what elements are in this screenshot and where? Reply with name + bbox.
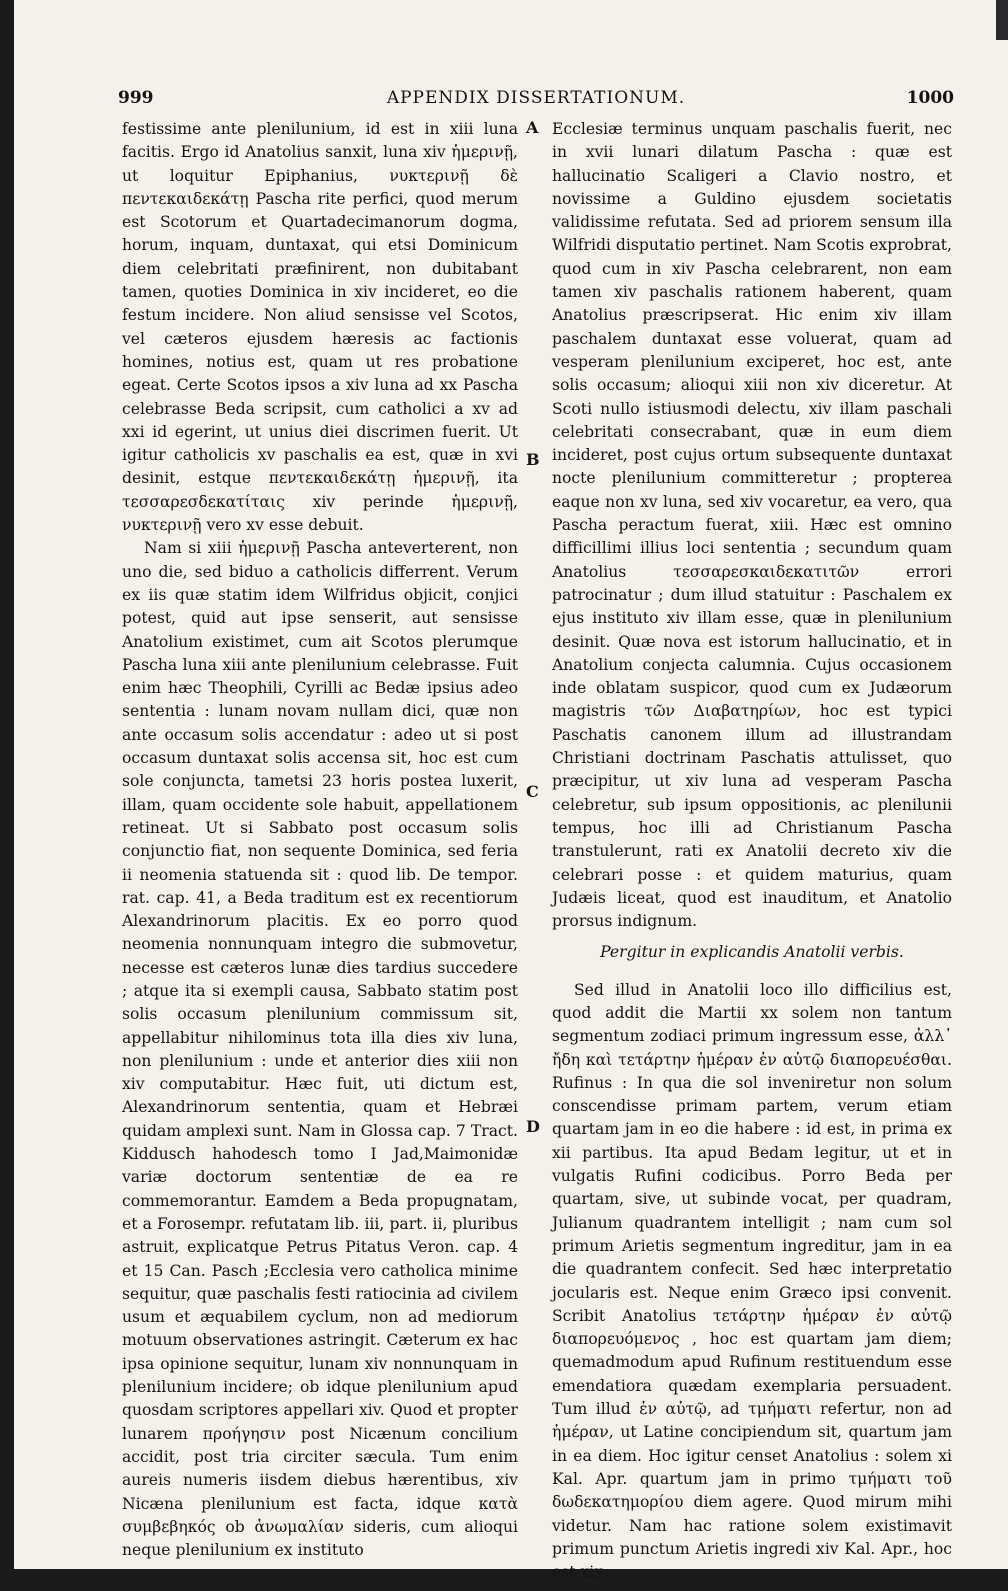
page-number-left: 999 [118, 88, 154, 108]
margin-letter-d: D [526, 1117, 540, 1136]
left-paragraph-2: Nam si xiii ἡμερινῇ Pascha anteverterent, non uno die, sed biduo a catholicis differrent. Verum ex iis quæ statim idem Wilfridus objicit, conjici potest, quid aut ipse senserit, aut sensisse Anatolium existimet, cum ait Scotos plerumque Pascha luna xiii ante plenilunium celebrasse. Fuit enim hæc Theophili, Cyrilli ac Bedæ ipsius adeo sententia : lunam novam nullam dici, quæ non ante occasum solis accendatur : adeo ut si post occasum duntaxat solis accensa sit, hoc est cum sole conjuncta, tametsi 23 horis postea luxerit, illam, quam occidente sole habuit, appellationem retineat. Ut si Sabbato post occasum solis conjunctio fiat, non sequente Dominica, sed feria ii neomenia statuenda sit : quod lib. De tempor. rat. cap. 41, a Beda traditum est ex recentiorum Alexandrinorum placitis. Ex eo porro quod neomenia nonnunquam integro die submovetur, necesse est cæteros lunæ dies tardius succedere ; atque ita si exempli causa, Sabbato statim post solis occasum plenilunium commissum sit, appellabitur nihilominus tota illa dies xiv luna, non plenilunium : unde et anterior dies xiii non xiv computabitur. Hæc fuit, uti dictum est, Alexandrinorum sententia, quam et Hebræi quidam amplexi sunt. Nam in Glossa cap. 7 Tract. Kiddusch hahodesch tomo I Jad,Maimonidæ variæ doctorum sententiæ de ea re commemorantur. Eamdem a Beda propugnatam, et a Forosempr. refutatam lib. iii, part. ii, pluribus astruit, explicatque Petrus Pitatus Veron. cap. 4 et 15 Can. Pasch ;Ecclesia vero catholica minime sequitur, quæ paschalis festi ratiocinia ad civilem usum et æquabilem cyclum, non ad mediorum motuum observationes astringit. Cæterum ex hac ipsa opinione sequitur, lunam xiv nonnunquam in plenilunium incidere; ob idque plenilunium apud quosdam scriptores appellari xiv. Quod et propter lunarem προήγησιν post Nicænum concilium accidit, post tria circiter sæcula. Tum enim aureis numeris iisdem diebus hærentibus, xiv Nicæna plenilunium est facta, idque κατὰ συμβεβηκός ob ἀνωμαλίαν sideris, cum alioqui neque plenilunium ex instituto [122, 539, 518, 1560]
margin-letter-c: C [526, 782, 539, 801]
right-column [552, 118, 952, 1584]
page-number-right: 1000 [906, 88, 954, 108]
section-heading: Pergitur in explicandis Anatolii verbis. [600, 943, 904, 962]
left-column [122, 118, 518, 1562]
left-paragraph-1: festissime ante plenilunium, id est in xiii luna facitis. Ergo id Anatolius sanxit, luna xiv ἡμερινῇ, ut loquitur Epiphanius, νυκτερινῇ δὲ πεντεκαιδεκάτῃ Pascha rite perfici, quod merum est Scotorum et Quartadecimanorum dogma, horum, inquam, duntaxat, qui etsi Dominicum diem celebritati præfinirent, non dubitabant tamen, quoties Dominica in xiv incideret, eo die festum incidere. Non aliud sensisse vel Scotos, vel cæteros ejusdem hæresis ac factionis homines, notius est, quam ut res probatione egeat. Certe Scotos ipsos a xiv luna ad xx Pascha celebrasse Beda scripsit, cum catholici a xv ad xxi id egerint, ut unius diei discrimen fuerit. Ut igitur catholicis xv paschalis ea est, quæ in xvi desinit, estque πεντεκαιδεκάτῃ ἡμερινῇ, ita τεσσαρεσδεκατίταις xiv perinde ἡμερινῇ, νυκτερινῇ vero xv esse debuit. [122, 120, 518, 535]
running-title: APPENDIX DISSERTATIONUM. [386, 88, 686, 108]
margin-letter-b: B [526, 450, 540, 469]
running-header [118, 88, 954, 110]
right-paragraph-2: Sed illud in Anatolii loco illo difficilius est, quod addit die Martii xx solem non tantum segmentum zodiaci primum ingressum esse, ἀλλ᾽ ἤδη καὶ τετάρτην ἡμέραν ἐν αὐτῷ διαπορευέσθαι. Rufinus : In qua die sol inveniretur non solum conscendisse primam partem, verum etiam quartam jam in eo die habere : id est, in prima ex xii partibus. Ita apud Bedam legitur, ut et in vulgatis Rufini codicibus. Porro Beda per quartam, sive, ut subinde vocat, per quadram, Julianum quadrantem intelligit ; nam cum sol primum Arietis segmentum ingreditur, jam in ea die quadrantem confecit. Sed hæc interpretatio jocularis est. Neque enim Græco ipsi convenit. Scribit Anatolius τετάρτην ἡμέραν ἐν αὐτῷ διαπορευόμενος , hoc est quartam jam diem; quemadmodum apud Rufinum restituendum esse emendatiora quædam exemplaria persuadent. Tum illud ἐν αὐτῷ, ad τμήματι refertur, non ad ἡμέραν, ut Latine concipiendum sit, quartum jam in ea diem. Hoc igitur censet Anatolius : solem xi Kal. Apr. quartum jam in primo τμήματι τοῦ δωδεκατημορίου diem agere. Quod mirum mihi videtur. Nam hac ratione solem existimavit primum punctum Arietis ingredi xiv Kal. Apr., hoc est xix [552, 980, 952, 1582]
right-paragraph-1: Ecclesiæ terminus unquam paschalis fuerit, nec in xvii lunari dilatum Pascha : quæ est hallucinatio Scaligeri a Clavio nostro, et novissime a Guldino ejusdem societatis validissime refutata. Sed ad priorem sensum illa Wilfridi disputatio pertinet. Nam Scotis exprobrat, quod cum in xiv Pascha celebrarent, non eam tamen xiv paschalis rationem haberent, quam Anatolius præscripserat. Hic enim xiv illam paschalem duntaxat esse voluerat, quam ad vesperam plenilunium exciperet, hoc est, ante solis occasum; alioqui xiii non xiv diceretur. At Scoti nullo istiusmodi delectu, xiv illam paschali celebritati consecrabant, quæ in eum diem incideret, post cujus ortum subsequente duntaxat nocte plenilunium committeretur ; propterea eaque non xv luna, sed xiv vocaretur, ea vero, qua Pascha peractum fuerat, xiii. Hæc est omnino difficillimi illius loci sententia ; secundum quam Anatolius τεσσαρεσκαιδεκατιτῶν errori patrocinatur ; dum illud statuitur : Paschalem ex ejus instituto xiv illam esse, quæ in plenilunium desinit. Quæ nova est istorum hallucinatio, et in Anatolium conjecta calumnia. Cujus occasionem inde oblatam suspicor, quod cum ex Judæorum magistris τῶν Διαβατηρίων, hoc est typici Paschatis canonem illum ad illustrandam Christiani doctrinam Paschatis attulisset, quo præcipitur, ut xiv luna ad vesperam Pascha celebretur, sub ipsum oppositionis, ac plenilunii tempus, hoc illi ad Christianum Pascha transtulerunt, rati ex Anatolii decreto xiv die celebrari posse : et quidem maturius, quam Judæis liceat, quod est inauditum, et Anatolio prorsus indignum. [552, 120, 952, 931]
margin-letter-a: A [526, 118, 539, 137]
scan-left-edge [0, 0, 14, 1591]
scan-corner [996, 0, 1008, 40]
